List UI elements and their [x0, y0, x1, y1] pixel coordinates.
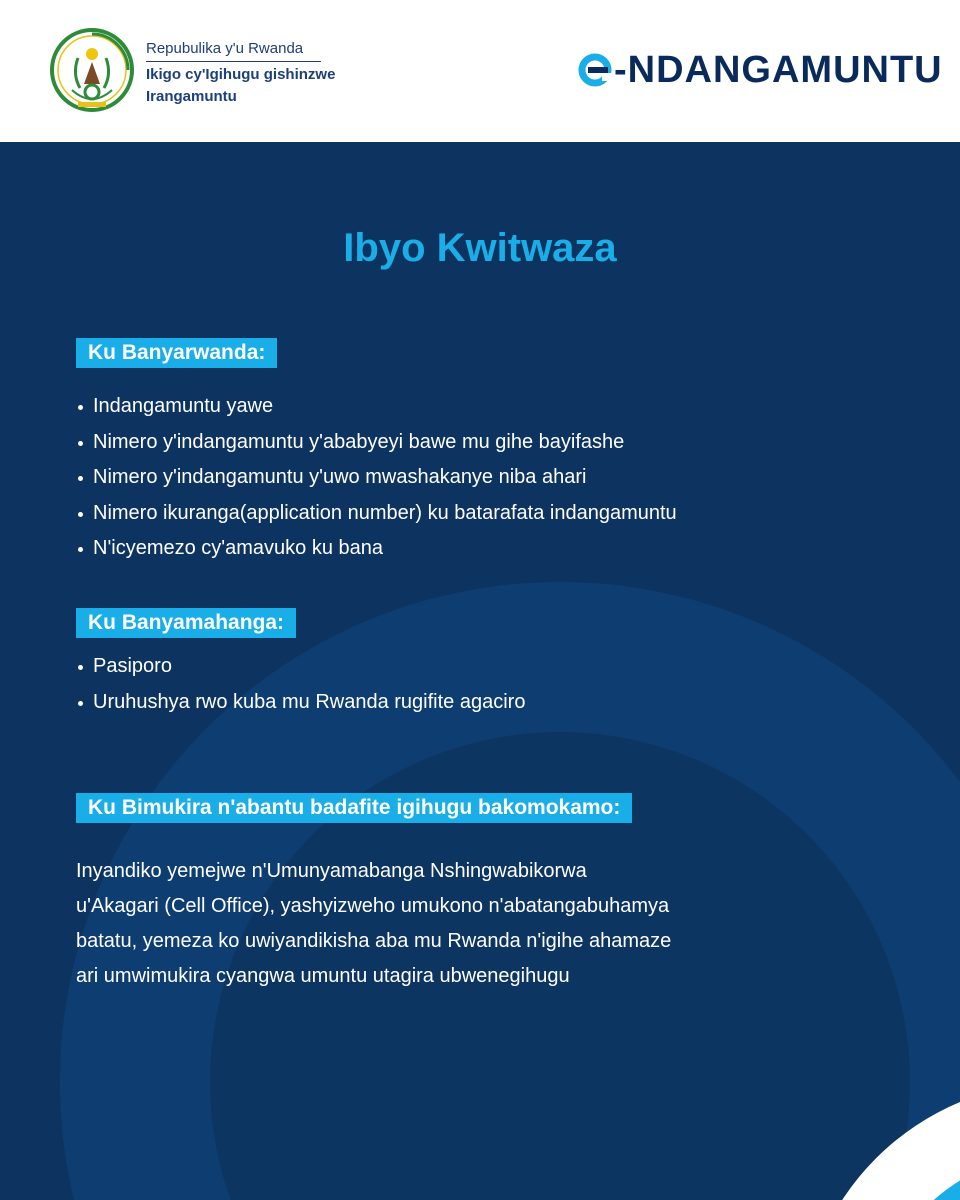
section-label-banyamahanga: Ku Banyamahanga: — [76, 608, 296, 638]
list-item: Nimero y'indangamuntu y'uwo mwashakanye niba ahari — [76, 460, 677, 496]
org-name-line1: Ikigo cy'Igihugu gishinzwe — [146, 66, 336, 83]
rwanda-coat-of-arms-icon — [48, 24, 136, 116]
list-item: N'icyemezo cy'amavuko ku bana — [76, 531, 677, 567]
list-banyarwanda — [76, 389, 677, 567]
list-item: Pasiporo — [76, 649, 525, 685]
list-item: Nimero ikuranga(application number) ku batarafata indangamuntu — [76, 496, 677, 532]
list-item: Nimero y'indangamuntu y'ababyeyi bawe mu gihe bayifashe — [76, 425, 677, 461]
list-item: Uruhushya rwo kuba mu Rwanda rugifite agaciro — [76, 685, 525, 721]
list-banyamahanga — [76, 649, 525, 720]
brand-text: -NDANGAMUNTU — [614, 49, 943, 91]
section-label-banyarwanda: Ku Banyarwanda: — [76, 338, 277, 368]
org-country: Repubulika y'u Rwanda — [146, 40, 321, 62]
brand-logo — [578, 50, 943, 90]
main-content — [0, 142, 960, 1200]
e-logo-icon — [578, 53, 612, 87]
header — [0, 0, 960, 142]
paragraph-line: Inyandiko yemejwe n'Umunyamabanga Nshingwabikorwa — [76, 860, 587, 882]
paragraph-line: u'Akagari (Cell Office), yashyizweho umukono n'abatangabuhamya — [76, 895, 670, 917]
organization-name — [146, 40, 336, 106]
page-title: Ibyo Kwitwaza — [343, 226, 617, 270]
bimukira-paragraph — [76, 854, 716, 994]
section-label-bimukira: Ku Bimukira n'abantu badafite igihugu bakomokamo: — [76, 793, 632, 823]
paragraph-line: ari umwimukira cyangwa umuntu utagira ubwenegihugu — [76, 965, 570, 987]
paragraph-line: batatu, yemeza ko uwiyandikisha aba mu Rwanda n'igihe ahamaze — [76, 930, 672, 952]
org-name-line2: Irangamuntu — [146, 88, 237, 105]
list-item: Indangamuntu yawe — [76, 389, 677, 425]
